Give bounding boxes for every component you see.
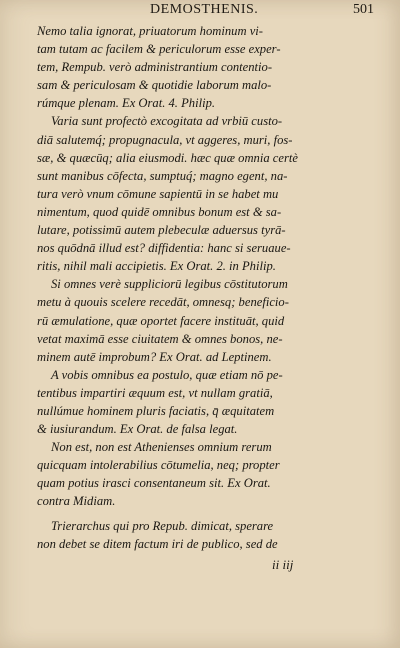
paragraph	[37, 517, 382, 553]
paragraph	[37, 366, 382, 438]
text-line: Si omnes verè suppliciorū legibus cōstitutorum	[51, 277, 288, 292]
text-line: & iusiurandum. Ex Orat. de falsa legat.	[37, 422, 238, 437]
paragraph	[37, 275, 382, 365]
text-line: quam potius irasci consentaneum sit. Ex Orat.	[37, 476, 271, 491]
text-line: sam & periculosam & quotidie laborum malo-	[37, 78, 272, 93]
text-line: contra Midiam.	[37, 494, 116, 509]
text-line: rū æmulatione, quæ oportet facere instituāt, quid	[37, 313, 285, 328]
text-line: tem, Rempub. verò administrantium contentio-	[37, 60, 273, 75]
text-line: nos quōdnā illud est? diffidentia: hanc si seruaue-	[37, 241, 291, 256]
text-line: sæ, & quæcūq; alia eiusmodi. hæc quæ omnia certè	[37, 150, 298, 165]
text-line: quicquam intolerabilius cōtumelia, neq; propter	[37, 458, 280, 473]
text-line: sunt manibus cōfecta, sumptuq́; magno egent, na-	[37, 168, 288, 183]
text-line: tam tutam ac facilem & periculorum esse exper-	[37, 42, 281, 57]
text-body	[37, 22, 382, 553]
text-line: diā salutemq́; propugnacula, vt aggeres, muri, fos-	[37, 132, 293, 147]
text-line: Nemo talia ignorat, priuatorum hominum vi-	[37, 24, 263, 38]
paragraph	[37, 22, 382, 112]
paragraph	[37, 438, 382, 510]
text-line: metu à quouis scelere recedāt, omnesq; beneficio-	[37, 295, 289, 310]
text-line: Non est, non est Athenienses omnium rerum	[51, 440, 272, 455]
text-line: ritis, nihil mali accipietis. Ex Orat. 2. in Philip.	[37, 259, 276, 274]
text-line: tentibus impartiri æquum est, vt nullam gratiā,	[37, 385, 273, 400]
text-line: Trierarchus qui pro Repub. dimicat, sperare	[51, 518, 274, 533]
text-line: lutare, potissimū autem plebeculæ aduersus tyrā-	[37, 223, 286, 238]
paragraph	[37, 112, 382, 275]
text-line: nimentum, quod quidē omnibus bonum est & sa-	[37, 204, 282, 219]
text-line: A vobis omnibus ea postulo, quæ etiam nō pe-	[51, 367, 283, 382]
text-line: Varia sunt profectò excogitata ad vrbiū custo-	[51, 114, 283, 129]
page-number: 501	[353, 2, 374, 17]
page-header	[0, 2, 400, 22]
text-line: non debet se ditem factum iri de publico, sed de	[37, 536, 278, 551]
running-head: DEMOSTHENIS.	[150, 2, 259, 17]
text-line: nullúmue hominem pluris faciatis, q̄ æquitatem	[37, 403, 275, 418]
text-line: minem autē improbum? Ex Orat. ad Leptinem.	[37, 349, 272, 364]
text-line: vetat maximā esse ciuitatem & omnes bonos, ne-	[37, 331, 283, 346]
text-line: tura verò vnum cōmune sapientū in se habet mu	[37, 186, 279, 201]
signature-mark: ii iij	[272, 557, 294, 572]
text-line: rúmque plenam. Ex Orat. 4. Philip.	[37, 96, 216, 111]
